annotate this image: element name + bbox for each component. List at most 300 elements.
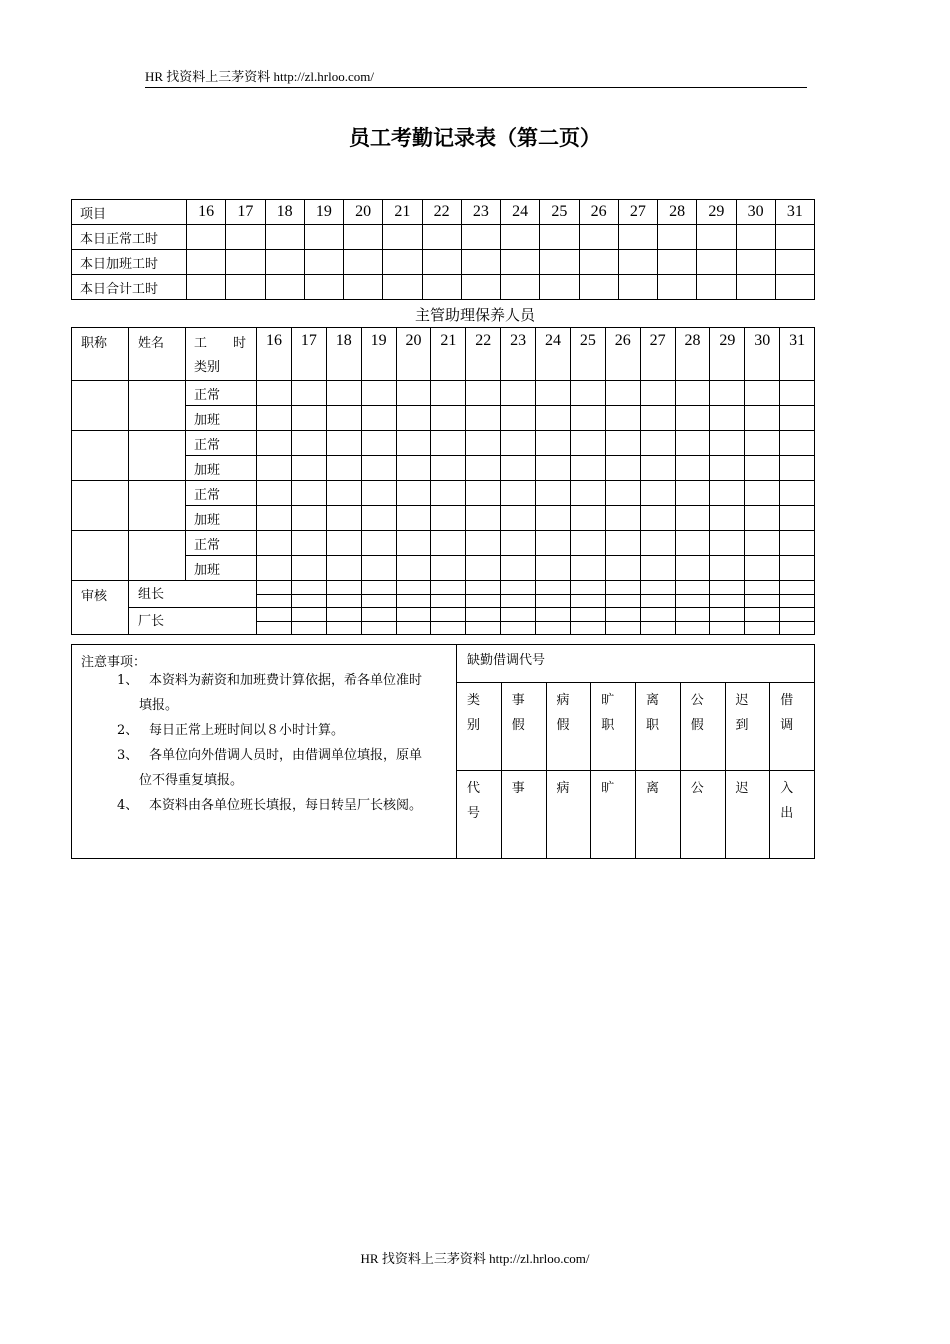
hours-cell[interactable] [536,556,571,581]
hours-cell[interactable] [605,531,640,556]
hours-cell[interactable] [780,406,815,431]
day-header: 31 [775,200,814,225]
hours-cell[interactable] [640,506,675,531]
signature-cell[interactable] [501,581,536,595]
signature-cell[interactable] [570,581,605,595]
signature-cell[interactable] [745,594,780,608]
cell-char: 公 [690,781,704,796]
hours-cell[interactable] [361,406,396,431]
hour-type-label: 加班 [186,506,257,531]
hours-cell[interactable] [361,556,396,581]
hours-cell[interactable] [361,481,396,506]
staff-name-cell[interactable] [129,381,186,431]
signature-cell[interactable] [396,594,431,608]
signature-cell[interactable] [710,594,745,608]
signature-cell[interactable] [257,581,292,595]
hours-cell[interactable] [501,225,540,250]
signature-cell[interactable] [745,608,780,622]
hours-cell[interactable] [396,381,431,406]
hours-cell[interactable] [187,275,226,300]
hours-cell[interactable] [501,275,540,300]
signature-cell[interactable] [605,608,640,622]
cell-char: 号 [467,806,481,821]
hours-cell[interactable] [326,381,361,406]
hours-cell[interactable] [291,481,326,506]
hours-cell[interactable] [291,431,326,456]
hours-cell[interactable] [466,506,501,531]
signature-cell[interactable] [466,594,501,608]
staff-title-cell[interactable] [72,431,129,481]
signature-cell[interactable] [431,581,466,595]
hours-cell[interactable] [697,250,736,275]
hours-cell[interactable] [291,556,326,581]
hours-cell[interactable] [501,481,536,506]
hours-cell[interactable] [658,275,697,300]
hours-cell[interactable] [431,406,466,431]
signature-cell[interactable] [536,594,571,608]
hours-cell[interactable] [383,250,422,275]
hours-cell[interactable] [780,456,815,481]
hours-cell[interactable] [422,225,461,250]
table1-row [72,275,815,300]
hours-cell[interactable] [383,275,422,300]
hours-cell[interactable] [780,481,815,506]
day-header: 27 [640,328,675,381]
signature-cell[interactable] [640,594,675,608]
signature-cell[interactable] [780,608,815,622]
table2-header-row [72,328,815,381]
hours-cell[interactable] [326,556,361,581]
signature-cell[interactable] [291,621,326,635]
hours-cell[interactable] [257,556,292,581]
hours-cell[interactable] [461,250,500,275]
note-text-line1: 本资料由各单位班长填报，每日转呈厂长核阅。 [149,798,423,813]
hours-cell[interactable] [361,506,396,531]
signature-cell[interactable] [291,608,326,622]
hours-cell[interactable] [396,481,431,506]
hours-cell[interactable] [579,250,618,275]
absence-code-cell [636,771,681,859]
hours-cell[interactable] [570,506,605,531]
signature-cell[interactable] [501,594,536,608]
hours-cell[interactable] [461,225,500,250]
hours-cell[interactable] [675,381,710,406]
hours-cell[interactable] [226,225,265,250]
signature-cell[interactable] [257,621,292,635]
hours-cell[interactable] [265,225,304,250]
signature-cell[interactable] [361,608,396,622]
hours-cell[interactable] [257,431,292,456]
hours-cell[interactable] [536,506,571,531]
signature-cell[interactable] [570,608,605,622]
signature-cell[interactable] [326,594,361,608]
day-header: 19 [361,328,396,381]
hours-cell[interactable] [618,225,657,250]
hours-cell[interactable] [501,431,536,456]
signature-cell[interactable] [640,581,675,595]
hours-cell[interactable] [640,481,675,506]
hours-cell[interactable] [745,481,780,506]
hours-cell[interactable] [396,556,431,581]
hours-cell[interactable] [257,531,292,556]
hours-cell[interactable] [326,506,361,531]
hours-cell[interactable] [618,275,657,300]
hours-cell[interactable] [540,250,579,275]
signature-cell[interactable] [291,594,326,608]
hours-cell[interactable] [605,556,640,581]
day-header: 25 [570,328,605,381]
hours-cell[interactable] [536,381,571,406]
signature-cell[interactable] [675,594,710,608]
signature-cell[interactable] [640,608,675,622]
day-header: 22 [422,200,461,225]
cell-char: 别 [467,718,481,733]
hours-cell[interactable] [536,431,571,456]
hours-cell[interactable] [745,406,780,431]
hours-cell[interactable] [396,506,431,531]
hours-cell[interactable] [187,225,226,250]
hours-cell[interactable] [326,406,361,431]
hours-cell[interactable] [361,431,396,456]
hours-cell[interactable] [396,406,431,431]
hours-cell[interactable] [431,556,466,581]
hours-cell[interactable] [536,406,571,431]
signature-cell[interactable] [745,621,780,635]
hours-cell[interactable] [466,556,501,581]
hours-cell[interactable] [461,275,500,300]
hours-cell[interactable] [640,431,675,456]
hours-cell[interactable] [326,481,361,506]
hours-cell[interactable] [466,456,501,481]
hours-cell[interactable] [710,556,745,581]
daily-hours-table [71,199,815,300]
hours-cell[interactable] [640,556,675,581]
cell-char: 离 [646,693,660,708]
hour-type-header [186,328,257,381]
hours-cell[interactable] [466,481,501,506]
hour-type-label: 正常 [186,481,257,506]
hours-cell[interactable] [501,406,536,431]
hours-cell[interactable] [710,406,745,431]
hours-cell[interactable] [226,250,265,275]
day-header: 30 [736,200,775,225]
signature-cell[interactable] [466,608,501,622]
signature-cell[interactable] [396,581,431,595]
hours-cell[interactable] [605,456,640,481]
signature-cell[interactable] [536,621,571,635]
hours-cell[interactable] [640,456,675,481]
hours-cell[interactable] [675,481,710,506]
day-header: 30 [745,328,780,381]
hours-cell[interactable] [326,431,361,456]
hours-cell[interactable] [618,250,657,275]
cell-char: 职 [601,718,615,733]
signature-cell[interactable] [605,581,640,595]
hours-cell[interactable] [745,381,780,406]
hours-cell[interactable] [257,506,292,531]
hours-cell[interactable] [710,506,745,531]
hours-cell[interactable] [291,456,326,481]
hour-type-char-1: 工 [194,336,208,351]
signature-cell[interactable] [326,608,361,622]
notes-section [71,644,457,859]
day-header: 17 [226,200,265,225]
hours-cell[interactable] [431,381,466,406]
hours-cell[interactable] [570,381,605,406]
hours-cell[interactable] [257,456,292,481]
page-footer: HR 找资料上三茅资料 http://zl.hrloo.com/ [360,1251,590,1266]
cell-char: 借 [780,693,794,708]
signature-cell[interactable] [675,581,710,595]
hours-cell[interactable] [501,556,536,581]
hours-cell[interactable] [710,481,745,506]
signature-cell[interactable] [361,581,396,595]
hours-cell[interactable] [780,381,815,406]
hours-cell[interactable] [361,381,396,406]
note-number: 2、 [117,723,139,738]
hours-cell[interactable] [658,250,697,275]
hours-cell[interactable] [422,250,461,275]
hours-cell[interactable] [780,431,815,456]
hours-cell[interactable] [570,431,605,456]
hours-cell[interactable] [265,250,304,275]
notes-title: 注意事项： [81,655,147,670]
hours-cell[interactable] [710,456,745,481]
hours-cell[interactable] [780,506,815,531]
hours-cell[interactable] [605,481,640,506]
hours-cell[interactable] [697,225,736,250]
day-header: 26 [579,200,618,225]
signature-cell[interactable] [640,621,675,635]
hours-cell[interactable] [736,250,775,275]
staff-name-cell[interactable] [129,431,186,481]
signature-cell[interactable] [326,581,361,595]
hours-cell[interactable] [736,225,775,250]
signature-cell[interactable] [570,621,605,635]
signature-cell[interactable] [431,608,466,622]
signature-cell[interactable] [605,594,640,608]
hours-cell[interactable] [775,225,814,250]
hours-cell[interactable] [431,431,466,456]
hours-cell[interactable] [257,481,292,506]
hours-cell[interactable] [396,531,431,556]
hours-cell[interactable] [675,456,710,481]
signature-cell[interactable] [780,594,815,608]
hours-cell[interactable] [745,506,780,531]
hours-cell[interactable] [675,531,710,556]
signature-cell[interactable] [466,621,501,635]
hours-cell[interactable] [466,431,501,456]
absence-type-cell [636,683,681,771]
hours-cell[interactable] [570,481,605,506]
signature-cell[interactable] [605,621,640,635]
note-text-line1: 本资料为薪资和加班费计算依据，希各单位准时 [149,673,423,688]
hours-cell[interactable] [780,531,815,556]
hours-cell[interactable] [570,406,605,431]
hours-cell[interactable] [745,456,780,481]
cell-char: 离 [646,781,660,796]
hours-cell[interactable] [570,456,605,481]
signature-cell[interactable] [570,594,605,608]
signature-cell[interactable] [675,621,710,635]
hours-cell[interactable] [775,275,814,300]
hours-cell[interactable] [396,431,431,456]
hours-cell[interactable] [291,406,326,431]
hours-cell[interactable] [640,406,675,431]
note-number: 1、 [117,673,139,688]
hours-cell[interactable] [431,481,466,506]
hours-cell[interactable] [501,456,536,481]
hours-cell[interactable] [570,531,605,556]
hours-cell[interactable] [675,406,710,431]
hours-cell[interactable] [710,531,745,556]
hours-cell[interactable] [658,225,697,250]
hours-cell[interactable] [226,275,265,300]
hours-cell[interactable] [326,531,361,556]
hours-cell[interactable] [304,275,343,300]
hours-cell[interactable] [540,275,579,300]
codes-title: 缺勤借调代号 [457,645,815,683]
absence-code-table [456,644,815,859]
note-text-line1: 各单位向外借调人员时，由借调单位填报，原单 [149,748,423,763]
signature-cell[interactable] [710,608,745,622]
hours-cell[interactable] [675,431,710,456]
staff-name-cell[interactable] [129,481,186,531]
hours-cell[interactable] [396,456,431,481]
signature-cell[interactable] [431,594,466,608]
hours-cell[interactable] [745,531,780,556]
hours-cell[interactable] [466,531,501,556]
cell-char: 出 [780,806,794,821]
hours-cell[interactable] [579,225,618,250]
signature-cell[interactable] [780,621,815,635]
cell-char: 病 [556,693,570,708]
staff-title-cell[interactable] [72,531,129,581]
hours-cell[interactable] [570,556,605,581]
hours-cell[interactable] [344,250,383,275]
hours-cell[interactable] [675,506,710,531]
signature-cell[interactable] [675,608,710,622]
hours-cell[interactable] [605,431,640,456]
signature-cell[interactable] [326,621,361,635]
hours-cell[interactable] [501,250,540,275]
hours-cell[interactable] [640,381,675,406]
hours-cell[interactable] [536,481,571,506]
hours-cell[interactable] [775,250,814,275]
signature-cell[interactable] [396,621,431,635]
day-header: 21 [431,328,466,381]
signature-cell[interactable] [257,608,292,622]
hours-cell[interactable] [304,225,343,250]
note-item [117,718,451,743]
staff-attendance-table [71,327,815,635]
hours-cell[interactable] [304,250,343,275]
hours-cell[interactable] [344,275,383,300]
hours-cell[interactable] [501,506,536,531]
signature-cell[interactable] [745,581,780,595]
hours-cell[interactable] [605,381,640,406]
day-header: 23 [501,328,536,381]
hours-cell[interactable] [431,531,466,556]
hours-cell[interactable] [326,456,361,481]
hours-cell[interactable] [265,275,304,300]
hours-cell[interactable] [431,506,466,531]
hours-cell[interactable] [640,531,675,556]
hours-cell[interactable] [697,275,736,300]
hours-cell[interactable] [536,456,571,481]
hours-cell[interactable] [344,225,383,250]
hours-cell[interactable] [422,275,461,300]
hours-cell[interactable] [466,381,501,406]
hours-cell[interactable] [361,531,396,556]
staff-title-cell[interactable] [72,381,129,431]
staff-row [72,481,815,506]
hours-cell[interactable] [540,225,579,250]
signature-cell[interactable] [710,621,745,635]
signature-cell[interactable] [710,581,745,595]
hours-cell[interactable] [257,406,292,431]
hours-cell[interactable] [605,506,640,531]
signature-cell[interactable] [396,608,431,622]
hours-cell[interactable] [605,406,640,431]
hours-cell[interactable] [780,556,815,581]
hours-cell[interactable] [745,556,780,581]
codes-type-row [457,683,815,771]
signature-cell[interactable] [361,594,396,608]
hours-cell[interactable] [710,381,745,406]
hours-cell[interactable] [291,381,326,406]
day-header: 28 [675,328,710,381]
hours-cell[interactable] [536,531,571,556]
staff-name-cell[interactable] [129,531,186,581]
hours-cell[interactable] [675,556,710,581]
hour-type-label: 加班 [186,556,257,581]
hours-cell[interactable] [187,250,226,275]
hours-cell[interactable] [579,275,618,300]
hours-cell[interactable] [291,506,326,531]
hours-cell[interactable] [710,431,745,456]
signature-cell[interactable] [257,594,292,608]
staff-title-cell[interactable] [72,481,129,531]
hours-cell[interactable] [501,381,536,406]
review-row [72,581,815,595]
hours-cell[interactable] [361,456,396,481]
hours-cell[interactable] [466,406,501,431]
hours-cell[interactable] [745,431,780,456]
note-text-line2: 位不得重复填报。 [139,773,244,788]
day-header: 21 [383,200,422,225]
signature-cell[interactable] [501,608,536,622]
group-leader-label: 组长 [129,581,257,608]
hours-cell[interactable] [736,275,775,300]
signature-cell[interactable] [536,608,571,622]
signature-cell[interactable] [536,581,571,595]
page-header: HR 找资料上三茅资料 http://zl.hrloo.com/ [145,66,807,88]
hours-cell[interactable] [431,456,466,481]
signature-cell[interactable] [361,621,396,635]
hours-cell[interactable] [383,225,422,250]
hours-cell[interactable] [291,531,326,556]
signature-cell[interactable] [291,581,326,595]
signature-cell[interactable] [780,581,815,595]
signature-cell[interactable] [501,621,536,635]
signature-cell[interactable] [466,581,501,595]
day-header: 25 [540,200,579,225]
note-item [117,743,451,793]
hours-cell[interactable] [501,531,536,556]
hours-cell[interactable] [257,381,292,406]
signature-cell[interactable] [431,621,466,635]
